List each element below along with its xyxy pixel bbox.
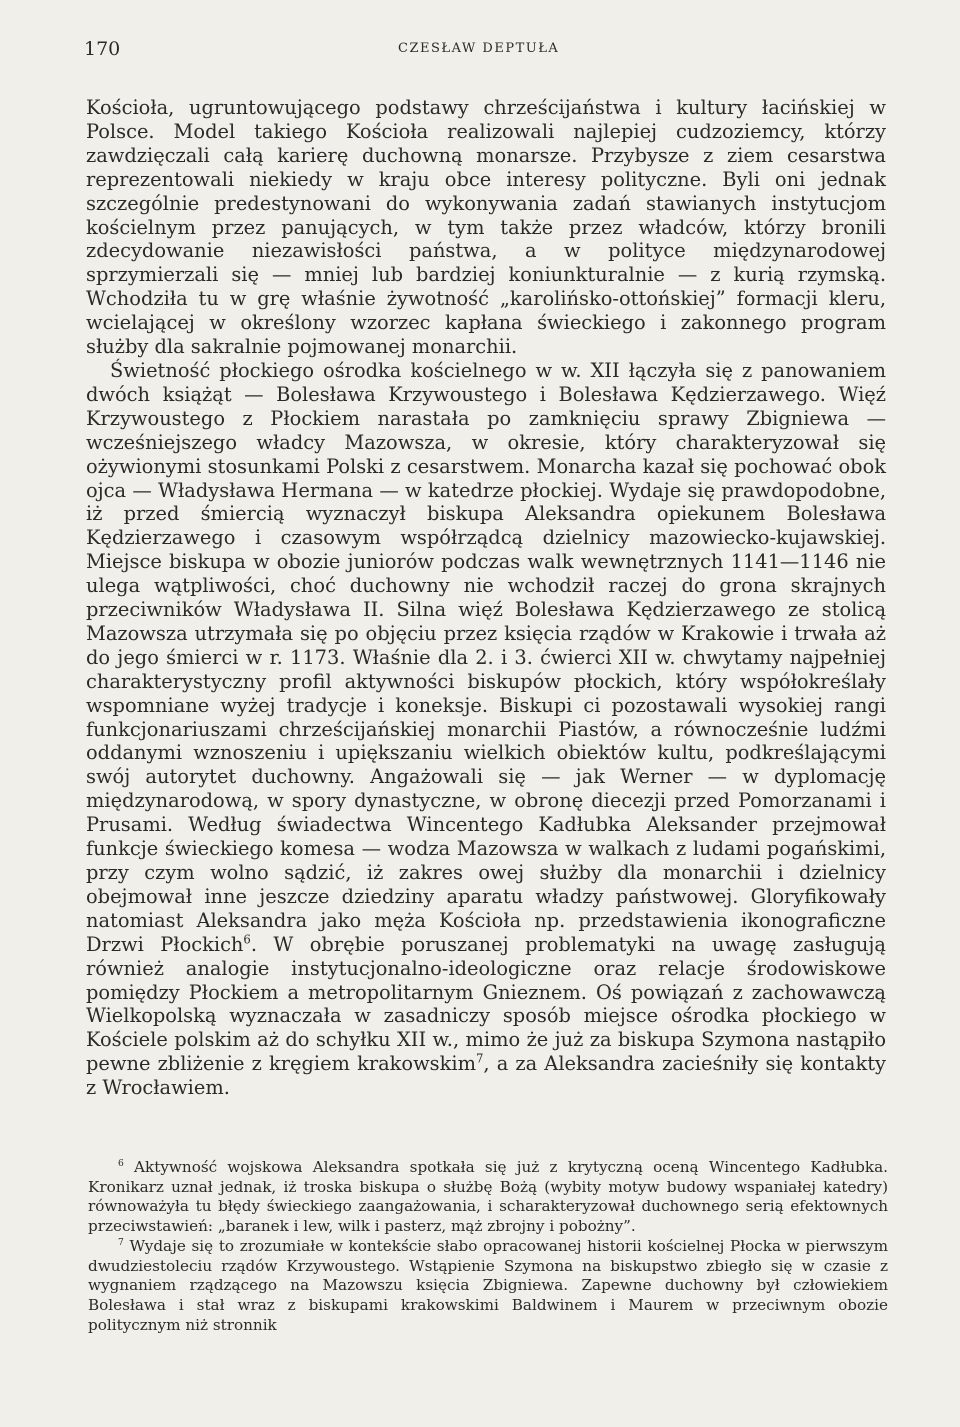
footnotes — [88, 1158, 888, 1335]
paragraph: Kościoła, ugruntowującego podstawy chrześcijaństwa i kultury łacińskiej w Polsce. Model takiego Kościoła realizowali najlepiej cudzoziemcy, którzy zawdzięczali całą karierę duchowną monarsze. Przybysze z ziem cesarstwa reprezentowali niekiedy w kraju obce interesy polityczne. Byli oni jednak szczególnie predestynowani do wykonywania zadań stawianych instytucjom kościelnym przez panujących, w tym także przez władców, którzy bronili zdecydowanie niezawisłości państwa, a w polityce międzynarodowej sprzymierzali się — mniej lub bardziej koniunkturalnie — z kurią rzymską. Wchodziła tu w grę właśnie żywotność „karolińsko-ottońskiej” formacji kleru, wcielającej w określony wzorzec kapłana świeckiego i zakonnego program służby dla sakralnie pojmowanej monarchii. — [86, 96, 886, 359]
footnote-text: Aktywność wojskowa Aleksandra spotkała się już z krytyczną oceną Wincentego Kadłubka. Kronikarz uznał jednak, iż troska biskupa o służbę Bożą (wybity motyw budowy wspaniałej katedry) równoważyła tu błędy świeckiego zaangażowania, i scharakteryzował duchownego serią efektownych przeciwstawień: „baranek i lew, wilk i pasterz, mąż zbrojny i pobożny”. — [88, 1158, 888, 1236]
footnote-number: 6 — [118, 1158, 124, 1169]
footnote-7 — [88, 1237, 888, 1336]
footnote-number: 7 — [118, 1237, 124, 1248]
footnote-ref-7: 7 — [475, 1051, 484, 1066]
paragraph-text: , a za Aleksandra zacieśniły się kontakty z Wrocławiem. — [86, 1052, 886, 1100]
footnote-ref-6: 6 — [243, 932, 251, 947]
footnote-6 — [88, 1158, 888, 1237]
paragraph-text: Świetność płockiego ośrodka kościelnego w w. XII łączyła się z panowaniem dwóch książąt — Bolesława Krzywoustego i Bolesława Kędzierzawego. Więź Krzywoustego z Płockiem narastała po zamknięciu sprawy Zbigniewa — wcześniejszego władcy Mazowsza, w okresie, który charakteryzował się ożywionymi stosunkami Polski z cesarstwem. Monarcha kazał się pochować obok ojca — Władysława Hermana — w katedrze płockiej. Wydaje się prawdopodobne, iż przed śmiercią wyznaczył biskupa Aleksandra opiekunem Bolesława Kędzierzawego i czasowym współrządcą dzielnicy mazowiecko-kujawskiej. Miejsce biskupa w obozie juniorów podczas walk wewnętrznych 1141—1146 nie ulega wątpliwości, choć duchowny nie wchodził raczej do grona skrajnych przeciwników Władysława II. Silna więź Bolesława Kędzierzawego ze stolicą Mazowsza utrzymała się po objęciu przez księcia rządów w Krakowie i trwała aż do jego śmierci w r. 1173. Właśnie dla 2. i 3. ćwierci XII w. chwytamy najpełniej charakterystyczny profil aktywności biskupów płockich, który współokreślały wspomniane wyżej tradycje i koneksje. Biskupi ci pozostawali wysokiej rangi funkcjonariuszami chrześcijańskiej monarchii Piastów, a równocześnie ludźmi oddanymi wznoszeniu i upiększaniu wielkich obiektów kultu, podkreślającymi swój autorytet duchowny. Angażowali się — jak Werner — w dyplomację międzynarodową, w spory dynastyczne, w obronę diecezji przed Pomorzanami i Prusami. Według świadectwa Wincentego Kadłubka Aleksander przejmował funkcje świeckiego komesa — wodza Mazowsza w walkach z ludami pogańskimi, przy czym wolno sądzić, iż zakres owej służby dla monarchii i dzielnicy obejmował inne jeszcze dziedziny aparatu władzy państwowej. Gloryfikowały natomiast Aleksandra jako męża Kościoła np. przedstawienia ikonograficzne Drzwi Płockich — [86, 358, 886, 956]
paragraph — [86, 359, 886, 1100]
paragraph-text: . W obrębie poruszanej problematyki na uwagę zasługują również analogie instytucjonalno-ideologiczne oraz relacje środowiskowe pomiędzy Płockiem a metropolitarnym Gnieznem. Oś powiązań z zachowawczą Wielkopolską wyznaczała w zasadniczy sposób miejsce ośrodka płockiego w Kościele polskim aż do schyłku XII w., mimo że już za biskupa Szymona nastąpiło pewne zbliżenie z kręgiem krakowskim — [86, 932, 886, 1076]
page-number: 170 — [84, 38, 121, 60]
main-text — [86, 96, 886, 1100]
footnote-text: Wydaje się to zrozumiałe w kontekście słabo opracowanej historii kościelnej Płocka w pierwszym dwudziestoleciu rządów Krzywoustego. Wstąpienie Szymona na biskupstwo zbiegło się w czasie z wygnaniem rządzącego na Mazowszu księcia Zbigniewa. Zapewne duchowny był człowiekiem Bolesława i stał wraz z biskupami krakowskimi Baldwinem i Maurem w przeciwnym obozie politycznym niż stronnik — [88, 1236, 888, 1334]
running-head: CZESŁAW DEPTUŁA — [398, 41, 560, 56]
